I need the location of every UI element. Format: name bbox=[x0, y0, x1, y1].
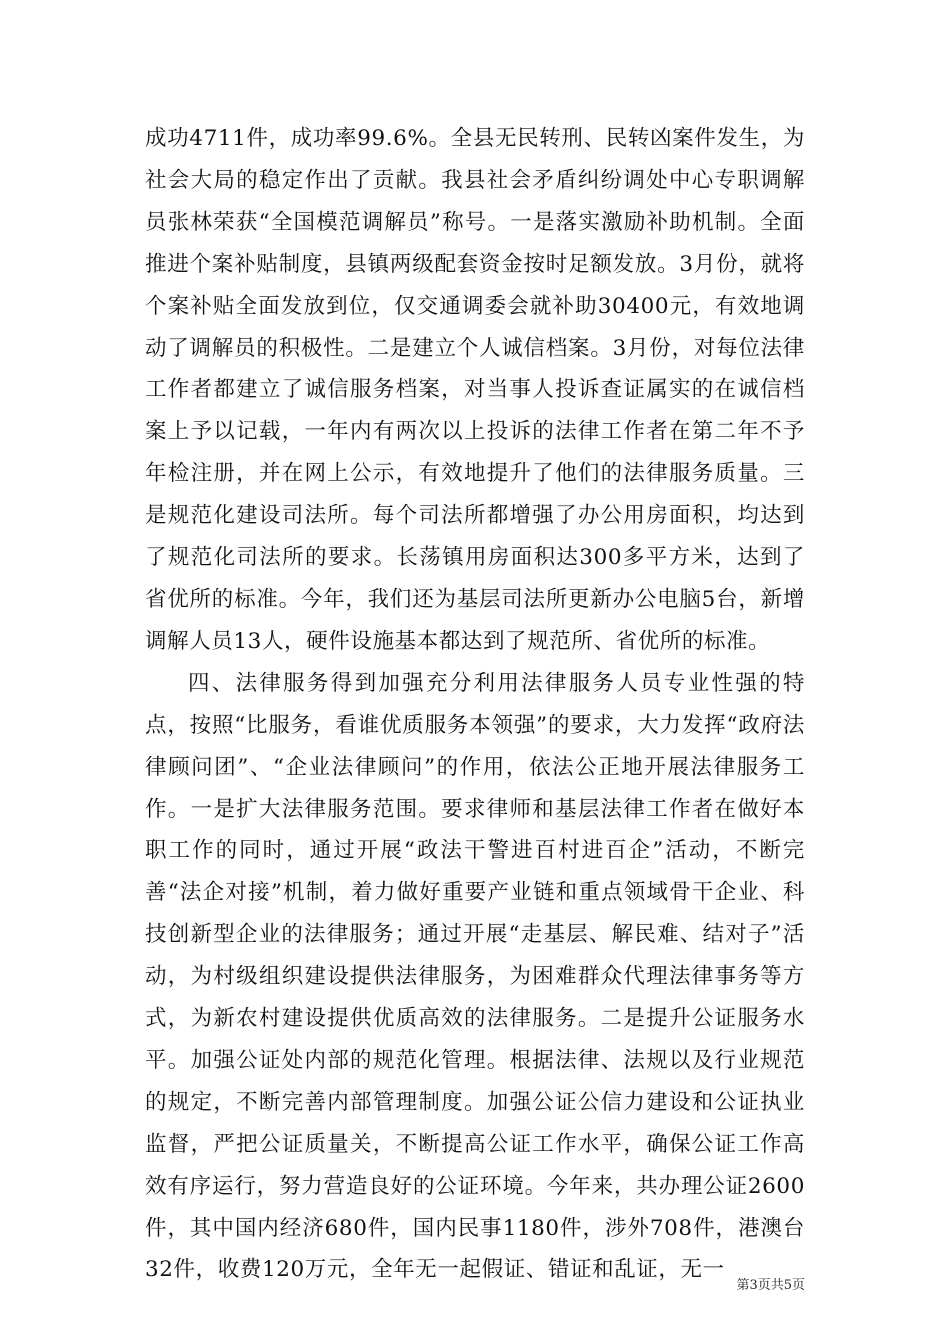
document-body bbox=[145, 118, 805, 1291]
page-number-footer: 第3页共5页 bbox=[736, 1278, 805, 1293]
paragraph-legal-services: 四、法律服务得到加强充分利用法律服务人员专业性强的特点，按照“比服务，看谁优质服务本领强”的要求，大力发挥“政府法律顾问团”、“企业法律顾问”的作用，依法公正地开展法律服务工作。一是扩大法律服务范围。要求律师和基层法律工作者在做好本职工作的同时，通过开展“政法干警进百村进百企”活动，不断完善“法企对接”机制，着力做好重要产业链和重点领域骨干企业、科技创新型企业的法律服务；通过开展“走基层、解民难、结对子”活动，为村级组织建设提供法律服务，为困难群众代理法律事务等方式，为新农村建设提供优质高效的法律服务。二是提升公证服务水平。加强公证处内部的规范化管理。根据法律、法规以及行业规范的规定，不断完善内部管理制度。加强公证公信力建设和公证执业监督，严把公证质量关，不断提高公证工作水平，确保公证工作高效有序运行，努力营造良好的公证环境。今年来，共办理公证2600件，其中国内经济680件，国内民事1180件，涉外708件，港澳台32件，收费120万元，全年无一起假证、错证和乱证，无一 bbox=[145, 670, 805, 1283]
paragraph-mediation-results: 成功4711件，成功率99.6%。全县无民转刑、民转凶案件发生，为社会大局的稳定作出了贡献。我县社会矛盾纠纷调处中心专职调解员张林荣获“全国模范调解员”称号。一是落实激励补助机制。全面推进个案补贴制度，县镇两级配套资金按时足额发放。3月份，就将个案补贴全面发放到位，仅交通调委会就补助30400元，有效地调动了调解员的积极性。二是建立个人诚信档案。3月份，对每位法律工作者都建立了诚信服务档案，对当事人投诉查证属实的在诚信档案上予以记载，一年内有两次以上投诉的法律工作者在第二年不予年检注册，并在网上公示，有效地提升了他们的法律服务质量。三是规范化建设司法所。每个司法所都增强了办公用房面积，均达到了规范化司法所的要求。长荡镇用房面积达300多平方米，达到了省优所的标准。今年，我们还为基层司法所更新办公电脑5台，新增调解人员13人，硬件设施基本都达到了规范所、省优所的标准。 bbox=[145, 126, 805, 654]
